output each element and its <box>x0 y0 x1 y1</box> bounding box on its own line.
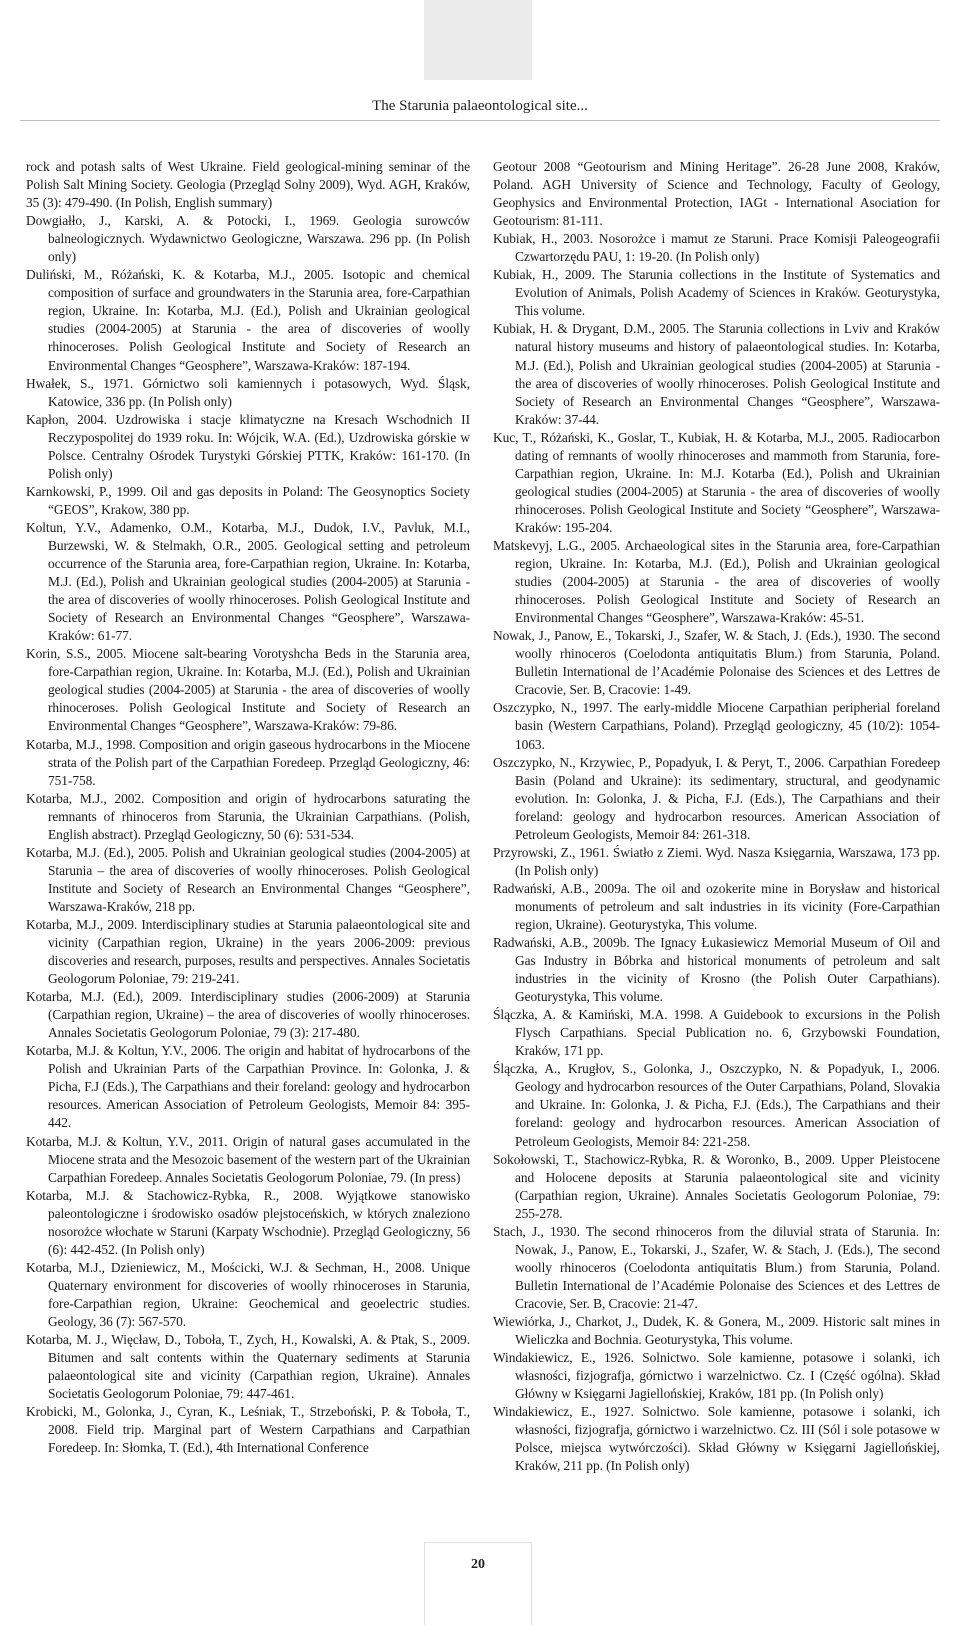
reference-entry: Kotarba, M.J., 1998. Composition and origin gaseous hydrocarbons in the Miocene strata of the Polish part of the Carpathian Foredeep. Przegląd Geologiczny, 46: 751-758. <box>26 736 470 788</box>
reference-entry: Stach, J., 1930. The second rhinoceros from the diluvial strata of Starunia. In: Nowak, J., Panow, E., Tokarski, J., Szafer, W. & Stach, J. (Eds.), The second woolly rhinoceros (Coelodonta antiquitatis Blum.) from Starunia, Poland. Bulletin International de l’Académie Polonaise des Sciences et des Lettres de Cracovie, Ser. B, Cracovie: 21-47. <box>493 1223 940 1311</box>
running-title: The Starunia palaeontological site... <box>372 98 588 114</box>
reference-entry: Kubiak, H. & Drygant, D.M., 2005. The Starunia collections in Lviv and Kraków natural history museums and history of palaeontological studies. In: Kotarba, M.J. (Ed.), Polish and Ukrainian geological studies (2004-2005) at Starunia - the area of discoveries of woolly rhinoceroses. Polish Geological Institute and Society of Research an Environmental Changes “Geosphere”, Warszawa-Kraków: 37-44. <box>493 321 940 427</box>
reference-entry: Ślączka, A., Krugłov, S., Golonka, J., Oszczypko, N. & Popadyuk, I., 2006. Geology and hydrocarbon resources of the Outer Carpathians, Poland, Slovakia and Ukraine. In: Golonka, J. & Picha, F.J. (Eds.), The Carpathians and their foreland: geology and hydrocarbon resources. American Association of Petroleum Geologists, Memoir 84: 221-258. <box>493 1061 940 1149</box>
reference-entry: Kotarba, M.J., 2002. Composition and origin of hydrocarbons saturating the remnants of rhinoceros from Starunia, the Ukrainian Carpathians. (Polish, English abstract). Przegląd Geologiczny, 50 (6): 531-534. <box>26 790 470 842</box>
reference-entry: Oszczypko, N., 1997. The early-middle Miocene Carpathian peripherial foreland basin (Western Carpathians, Poland). Przegląd geologiczny, 45 (10/2): 1054-1063. <box>493 700 940 752</box>
reference-column-right <box>493 158 940 1475</box>
reference-entry: Korin, S.S., 2005. Miocene salt-bearing Vorotyshcha Beds in the Starunia area, fore-Carpathian region, Ukraine. In: Kotarba, M.J. (Ed.), Polish and Ukrainian geological studies (2004-2005) at Starunia - the area of discoveries of woolly rhinoceroses. Polish Geological Institute and Society of Research an Environmental Changes “Geosphere”, Warszawa-Kraków: 79-86. <box>26 646 470 734</box>
reference-entry: Windakiewicz, E., 1926. Solnictwo. Sole kamienne, potasowe i solanki, ich własności, fizjografja, górnictwo i warzelnictwo. Cz. I (Część ogólna). Skład Główny w Księgarni Jagiellońskiej, Kraków, 181 pp. (In Polish only) <box>493 1350 940 1402</box>
reference-entry: Kuc, T., Różański, K., Goslar, T., Kubiak, H. & Kotarba, M.J., 2005. Radiocarbon dating of remnants of woolly rhinoceroses and mammoth from Starunia, fore-Carpathian region, Ukraine. In: M.J. Kotarba (Ed.), Polish and Ukrainian geological studies (2004-2005) at Starunia - the area of discoveries of woolly rhinoceroses. Polish Geological Institute and Society “Geosphere”, Warszawa-Kraków: 195-204. <box>493 429 940 535</box>
reference-entry: Kubiak, H., 2003. Nosorożce i mamut ze Staruni. Prace Komisji Paleogeografii Czwartorzędu PAU, 1: 19-20. (In Polish only) <box>493 231 940 265</box>
reference-entry: Karnkowski, P., 1999. Oil and gas deposits in Poland: The Geosynoptics Society “GEOS”, Krakow, 380 pp. <box>26 483 470 517</box>
reference-entry: Hwałek, S., 1971. Górnictwo soli kamiennych i potasowych, Wyd. Śląsk, Katowice, 336 pp. (In Polish only) <box>26 375 470 409</box>
reference-entry: Kotarba, M.J., 2009. Interdisciplinary studies at Starunia palaeontological site and vicinity (Carpathian region, Ukraine) in the years 2006-2009: previous discoveries and research, purposes, results and perspectives. Annales Societatis Geologorum Poloniae, 79: 219-241. <box>26 916 470 987</box>
header-tab-decoration <box>424 0 532 80</box>
reference-entry: Nowak, J., Panow, E., Tokarski, J., Szafer, W. & Stach, J. (Eds.), 1930. The second woolly rhinoceros (Coelodonta antiquitatis Blum.) from Starunia, Poland. Bulletin International de l’Académie Polonaise des Sciences et des Lettres de Cracovie, Ser. B, Cracovie: 1-49. <box>493 628 940 698</box>
reference-entry: Koltun, Y.V., Adamenko, O.M., Kotarba, M.J., Dudok, I.V., Pavluk, M.I., Burzewski, W. & Stelmakh, O.R., 2005. Geological setting and petroleum occurrence of the Starunia area, fore-Carpathian region, Ukraine. In: Kotarba, M.J. (Ed.), Polish and Ukrainian geological studies (2004-2005) at Starunia - the area of discoveries of woolly rhinoceroses. Polish Geological Institute and Society of Research an Environmental Changes “Geosphere”, Warszawa-Kraków: 61-77. <box>26 519 470 644</box>
reference-entry: Windakiewicz, E., 1927. Solnictwo. Sole kamienne, potasowe i solanki, ich własności, fizjografja, górnictwo i warzelnictwo. Cz. III (Sól i sole potasowe w Polsce, miejsca wytwórczości). Skład Główny w Księgarni Jagiellońskiej, Kraków, 211 pp. (In Polish only) <box>493 1404 940 1474</box>
header-divider <box>20 120 940 121</box>
reference-entry: Kapłon, 2004. Uzdrowiska i stacje klimatyczne na Kresach Wschodnich II Reczypospolitej do 1939 roku. In: Wójcik, W.A. (Ed.), Uzdrowiska górskie w Polsce. Centralny Ośrodek Turystyki Górskiej PTTK, Kraków: 161-170. (In Polish only) <box>26 411 470 481</box>
reference-entry: Kotarba, M. J., Więcław, D., Toboła, T., Zych, H., Kowalski, A. & Ptak, S., 2009. Bitumen and salt contents within the Quaternary sediments at Starunia palaeontological site and vicinity (Carpathian region, Ukraine). Annales Societatis Geologorum Poloniae, 79: 447-461. <box>26 1332 470 1402</box>
reference-entry: Radwański, A.B., 2009b. The Ignacy Łukasiewicz Memorial Museum of Oil and Gas Industry in Bóbrka and historical monuments of petroleum and salt industries in the vicinity of Krosno (the Polish Outer Carpathians). Geoturystyka, This volume. <box>493 935 940 1005</box>
reference-entry: Radwański, A.B., 2009a. The oil and ozokerite mine in Borysław and historical monuments of petroleum and salt industries in its vicinity (Fore-Carpathian region, Ukraine). Geoturystyka, This volume. <box>493 880 940 932</box>
reference-entry: Kotarba, M.J. (Ed.), 2005. Polish and Ukrainian geological studies (2004-2005) at Starunia – the area of discoveries of woolly rhinoceroses. Polish Geological Institute and Society of Research an Environmental Changes “Geosphere”, Warszawa-Kraków, 218 pp. <box>26 844 470 914</box>
reference-entry: Kotarba, M.J. & Koltun, Y.V., 2006. The origin and habitat of hydrocarbons of the Polish and Ukrainian Parts of the Carpathian Province. In: Golonka, J. & Picha, F.J (Eds.), The Carpathians and their foreland: geology and hydrocarbon resources. American Association of Petroleum Geologists, Memoir 84: 395-442. <box>26 1043 470 1131</box>
reference-entry: Oszczypko, N., Krzywiec, P., Popadyuk, I. & Peryt, T., 2006. Carpathian Foredeep Basin (Poland and Ukraine): its sedimentary, structural, and geodynamic evolution. In: Golonka, J. & Picha, F.J. (Eds.), The Carpathians and their foreland: geology and hydrocarbon resources. American Association of Petroleum Geologists, Memoir 84: 261-318. <box>493 754 940 842</box>
page-number-box <box>424 1542 532 1625</box>
reference-column-left <box>26 158 470 1457</box>
reference-entry: Przyrowski, Z., 1961. Światło z Ziemi. Wyd. Nasza Księgarnia, Warszawa, 173 pp. (In Polish only) <box>493 844 940 878</box>
reference-entry: Matskevyj, L.G., 2005. Archaeological sites in the Starunia area, fore-Carpathian region, Ukraine. In: Kotarba, M.J. (Ed.), Polish and Ukrainian geological studies (2004-2005) at Starunia - the area of discoveries of woolly rhinoceroses. Polish Geological Institute and Society of Research an Environmental Changes “Geosphere”, Warszawa-Kraków: 45-51. <box>493 537 940 626</box>
reference-entry: Kotarba, M.J., Dzieniewicz, M., Mościcki, W.J. & Sechman, H., 2008. Unique Quaternary environment for discoveries of woolly rhinoceroses in Starunia, fore-Carpathian region, Ukraine: Geochemical and geoelectric studies. Geology, 36 (7): 567-570. <box>26 1259 470 1329</box>
reference-entry: Kotarba, M.J. (Ed.), 2009. Interdisciplinary studies (2006-2009) at Starunia (Carpathian region, Ukraine) – the area of discoveries of woolly rhinoceroses. Annales Societatis Geologorum Poloniae, 79 (3): 217-480. <box>26 989 470 1041</box>
reference-entry: Duliński, M., Różański, K. & Kotarba, M.J., 2005. Isotopic and chemical composition of surface and groundwaters in the Starunia area, fore-Carpathian region, Ukraine. In: Kotarba, M.J. (Ed.), Polish and Ukrainian geological studies (2004-2005) at Starunia - the area of discoveries of woolly rhinoceroses. Polish Geological Institute and Society of Research an Environmental Changes “Geosphere”, Warszawa-Kraków: 187-194. <box>26 267 470 373</box>
reference-entry: Geotour 2008 “Geotourism and Mining Heritage”. 26-28 June 2008, Kraków, Poland. AGH University of Science and Technology, Faculty of Geology, Geophysics and Environmental Protection, IAGt - International Asociation for Geotourism: 81-111. <box>493 159 940 229</box>
reference-entry: Kotarba, M.J. & Stachowicz-Rybka, R., 2008. Wyjątkowe stanowisko paleontologiczne i środowisko osadów plejstoceńskich, w których znaleziono nosorożce włochate w Staruni (Karpaty Wschodnie). Przegląd Geologiczny, 56 (6): 442-452. (In Polish only) <box>26 1187 470 1257</box>
reference-entry: Krobicki, M., Golonka, J., Cyran, K., Leśniak, T., Strzeboński, P. & Toboła, T., 2008. Field trip. Marginal part of Western Carpathians and Carpathian Foredeep. In: Słomka, T. (Ed.), 4th International Conference <box>26 1404 470 1456</box>
reference-entry: Sokołowski, T., Stachowicz-Rybka, R. & Woronko, B., 2009. Upper Pleistocene and Holocene deposits at Starunia palaeontological site and vicinity (Carpathian region, Ukraine). Annales Societatis Geologorum Poloniae, 79: 255-278. <box>493 1151 940 1221</box>
reference-entry: Kubiak, H., 2009. The Starunia collections in the Institute of Systematics and Evolution of Animals, Polish Academy of Sciences in Kraków. Geoturystyka, This volume. <box>493 267 940 319</box>
page-number: 20 <box>471 1557 485 1572</box>
reference-entry: rock and potash salts of West Ukraine. Field geological-mining seminar of the Polish Salt Mining Society. Geologia (Przegląd Solny 2009), Wyd. AGH, Kraków, 35 (3): 479-490. (In Polish, English summary) <box>26 159 470 211</box>
reference-entry: Dowgiałło, J., Karski, A. & Potocki, I., 1969. Geologia surowców balneologicznych. Wydawnictwo Geologiczne, Warszawa. 296 pp. (In Polish only) <box>26 213 470 265</box>
reference-entry: Wiewiórka, J., Charkot, J., Dudek, K. & Gonera, M., 2009. Historic salt mines in Wieliczka and Bochnia. Geoturystyka, This volume. <box>493 1314 940 1348</box>
reference-entry: Kotarba, M.J. & Koltun, Y.V., 2011. Origin of natural gases accumulated in the Miocene strata and the Mesozoic basement of the western part of the Ukrainian Carpathian Foredeep. Annales Societatis Geologorum Poloniae, 79. (In press) <box>26 1133 470 1185</box>
reference-entry: Ślączka, A. & Kamiński, M.A. 1998. A Guidebook to excursions in the Polish Flysch Carpathians. Special Publication no. 6, Grzybowski Foundation, Kraków, 171 pp. <box>493 1007 940 1059</box>
